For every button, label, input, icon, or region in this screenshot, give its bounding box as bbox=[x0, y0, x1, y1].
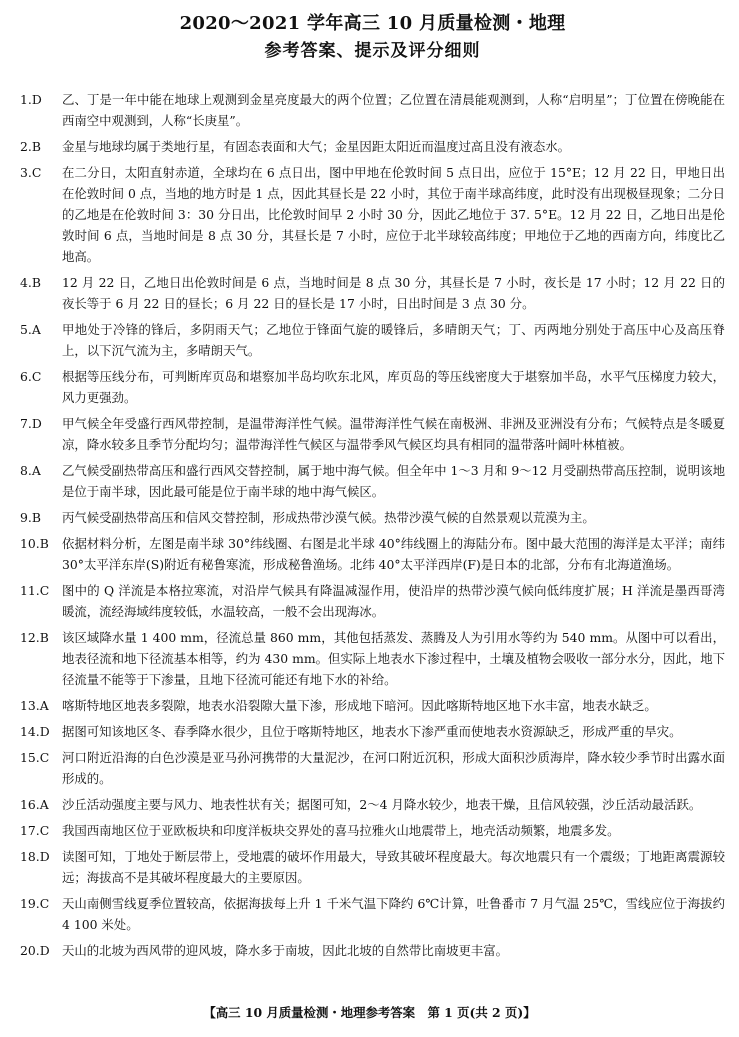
answer-number: 15.C bbox=[20, 750, 50, 765]
answer-explanation: 乙、丁是一年中能在地球上观测到金星亮度最大的两个位置；乙位置在清晨能观测到，人称“启明星”；丁位置在傍晚能在西南空中观测到，人称“长庚星”。 bbox=[62, 92, 725, 128]
answer-explanation: 该区域降水量 1 400 mm，径流总量 860 mm，其他包括蒸发、蒸腾及人为引用水等约为 540 mm。从图中可以看出，地表径流和地下径流基本相等，约为 430 mm。但实际上地表水下渗过程中，土壤及植物会吸收一部分水分，因此，地下径流量不能等于下渗量，且地下径流可能还有地下水的补给。 bbox=[62, 630, 725, 687]
answer-item bbox=[20, 695, 725, 716]
page-footer: 【高三 10 月质量检测・地理参考答案 第 1 页(共 2 页)】 bbox=[203, 1005, 536, 1020]
answer-item bbox=[20, 747, 725, 789]
answer-number: 16.A bbox=[20, 797, 49, 812]
answer-explanation: 乙气候受副热带高压和盛行西风交替控制，属于地中海气候。但全年中 1～3 月和 9～12 月受副热带高压控制，说明该地是位于南半球，因此最可能是位于南半球的地中海气候区。 bbox=[62, 463, 725, 499]
answer-number: 17.C bbox=[20, 823, 50, 838]
answer-item bbox=[20, 319, 725, 361]
answer-number: 6.C bbox=[20, 369, 42, 384]
answer-item bbox=[20, 533, 725, 575]
answer-item bbox=[20, 89, 725, 131]
answer-explanation: 甲气候全年受盛行西风带控制，是温带海洋性气候。温带海洋性气候在南极洲、非洲及亚洲没有分布；气候特点是冬暖夏凉，降水较多且季节分配均匀；温带海洋性气候区与温带季风气候区均具有相同的温带落叶阔叶林植被。 bbox=[62, 416, 725, 452]
page-title: 2020～2021 学年高三 10 月质量检测・地理 bbox=[179, 13, 566, 34]
page-subtitle: 参考答案、提示及评分细则 bbox=[264, 41, 481, 61]
answer-explanation: 读图可知，丁地处于断层带上，受地震的破坏作用最大，导致其破坏程度最大。每次地震只有一个震级；丁地距离震源较远；海拔高不是其破坏程度最大的主要原因。 bbox=[62, 849, 725, 885]
answer-explanation: 12 月 22 日，乙地日出伦敦时间是 6 点，当地时间是 8 点 30 分，其昼长是 7 小时，夜长是 17 小时；12 月 22 日的夜长等于 6 月 22 日的昼长；6 月 22 日的昼长是 17 小时，日出时间是 3 点 30 分。 bbox=[62, 275, 725, 311]
answer-number: 14.D bbox=[20, 724, 50, 739]
answer-item bbox=[20, 366, 725, 408]
answer-number: 2.B bbox=[20, 139, 41, 154]
answer-explanation: 根据等压线分布，可判断库页岛和堪察加半岛均吹东北风，库页岛的等压线密度大于堪察加半岛，水平气压梯度力较大，风力更强劲。 bbox=[62, 369, 725, 405]
answer-item bbox=[20, 413, 725, 455]
answer-explanation: 据图可知该地区冬、春季降水很少，且位于喀斯特地区，地表水下渗严重而使地表水资源缺乏，形成严重的旱灾。 bbox=[62, 724, 682, 739]
answer-explanation: 甲地处于冷锋的锋后，多阴雨天气；乙地位于锋面气旋的暖锋后，多晴朗天气；丁、丙两地分别处于高压中心及高压脊上，以下沉气流为主，多晴朗天气。 bbox=[62, 322, 725, 358]
answer-explanation: 图中的 Q 洋流是本格拉寒流，对沿岸气候具有降温减湿作用，使沿岸的热带沙漠气候向低纬度扩展；H 洋流是墨西哥湾暖流，流经海域纬度较低，水温较高，一般不会出现海冰。 bbox=[62, 583, 725, 619]
answer-number: 12.B bbox=[20, 630, 49, 645]
answer-explanation: 金星与地球均属于类地行星，有固态表面和大气；金星因距太阳近而温度过高且没有液态水。 bbox=[62, 139, 571, 154]
answer-number: 19.C bbox=[20, 896, 50, 911]
answer-number: 13.A bbox=[20, 698, 49, 713]
answer-number: 20.D bbox=[20, 943, 50, 958]
answer-number: 1.D bbox=[20, 92, 42, 107]
answer-item bbox=[20, 846, 725, 888]
answer-item bbox=[20, 721, 725, 742]
answer-explanation: 依据材料分析，左图是南半球 30°纬线圈、右图是北半球 40°纬线圈上的海陆分布。图中最大范围的海洋是太平洋；南纬 30°太平洋东岸(S)附近有秘鲁寒流，形成秘鲁渔场。北纬 40°太平洋西岸(F)是日本的北部，分布有北海道渔场。 bbox=[62, 536, 725, 572]
answer-item bbox=[20, 627, 725, 690]
answer-explanation: 喀斯特地区地表多裂隙，地表水沿裂隙大量下渗，形成地下暗河。因此喀斯特地区地下水丰富，地表水缺乏。 bbox=[62, 698, 657, 713]
answer-number: 3.C bbox=[20, 165, 42, 180]
answer-explanation: 河口附近沿海的白色沙漠是亚马孙河携带的大量泥沙，在河口附近沉积，形成大面积沙质海岸，降水较少季节时出露水面形成的。 bbox=[62, 750, 725, 786]
answer-item bbox=[20, 580, 725, 622]
answer-list bbox=[20, 89, 725, 961]
answer-item bbox=[20, 136, 725, 157]
answer-explanation: 丙气候受副热带高压和信风交替控制，形成热带沙漠气候。热带沙漠气候的自然景观以荒漠为主。 bbox=[62, 510, 595, 525]
answer-explanation: 沙丘活动强度主要与风力、地表性状有关；据图可知，2～4 月降水较少，地表干燥，且信风较强，沙丘活动最活跃。 bbox=[62, 797, 702, 812]
answer-item bbox=[20, 507, 725, 528]
answer-number: 10.B bbox=[20, 536, 49, 551]
answer-item bbox=[20, 940, 725, 961]
answer-number: 8.A bbox=[20, 463, 41, 478]
answer-item bbox=[20, 820, 725, 841]
answer-item bbox=[20, 162, 725, 267]
answer-number: 11.C bbox=[20, 583, 50, 598]
answer-item bbox=[20, 794, 725, 815]
answer-explanation: 天山的北坡为西风带的迎风坡，降水多于南坡，因此北坡的自然带比南坡更丰富。 bbox=[62, 943, 509, 958]
answer-item bbox=[20, 272, 725, 314]
answer-number: 7.D bbox=[20, 416, 42, 431]
answer-number: 18.D bbox=[20, 849, 50, 864]
answer-item bbox=[20, 893, 725, 935]
answer-item bbox=[20, 460, 725, 502]
answer-number: 9.B bbox=[20, 510, 41, 525]
answer-explanation: 我国西南地区位于亚欧板块和印度洋板块交界处的喜马拉雅火山地震带上，地壳活动频繁，地震多发。 bbox=[62, 823, 620, 838]
answer-explanation: 在二分日，太阳直射赤道，全球均在 6 点日出，图中甲地在伦敦时间 5 点日出，应位于 15°E；12 月 22 日，甲地日出在伦敦时间 0 点，当地的地方时是 1 点，因此其昼长是 22 小时，其位于南半球高纬度，此时没有出现极昼现象；二分日的乙地是在伦敦时间 3：30 分日出，比伦敦时间早 2 小时 30 分，因此乙地位于 37. 5°E。12 月 22 日，乙地日出是伦敦时间 6 点，当地时间是 8 点 30 分，其昼长是 7 小时，应位于北半球较高纬度；甲地位于乙地的西南方向，纬度比乙地高。 bbox=[62, 165, 725, 264]
answer-number: 5.A bbox=[20, 322, 41, 337]
answer-number: 4.B bbox=[20, 275, 41, 290]
answer-explanation: 天山南侧雪线夏季位置较高，依据海拔每上升 1 千米气温下降约 6℃计算，吐鲁番市 7 月气温 25℃，雪线应位于海拔约 4 100 米处。 bbox=[62, 896, 725, 932]
